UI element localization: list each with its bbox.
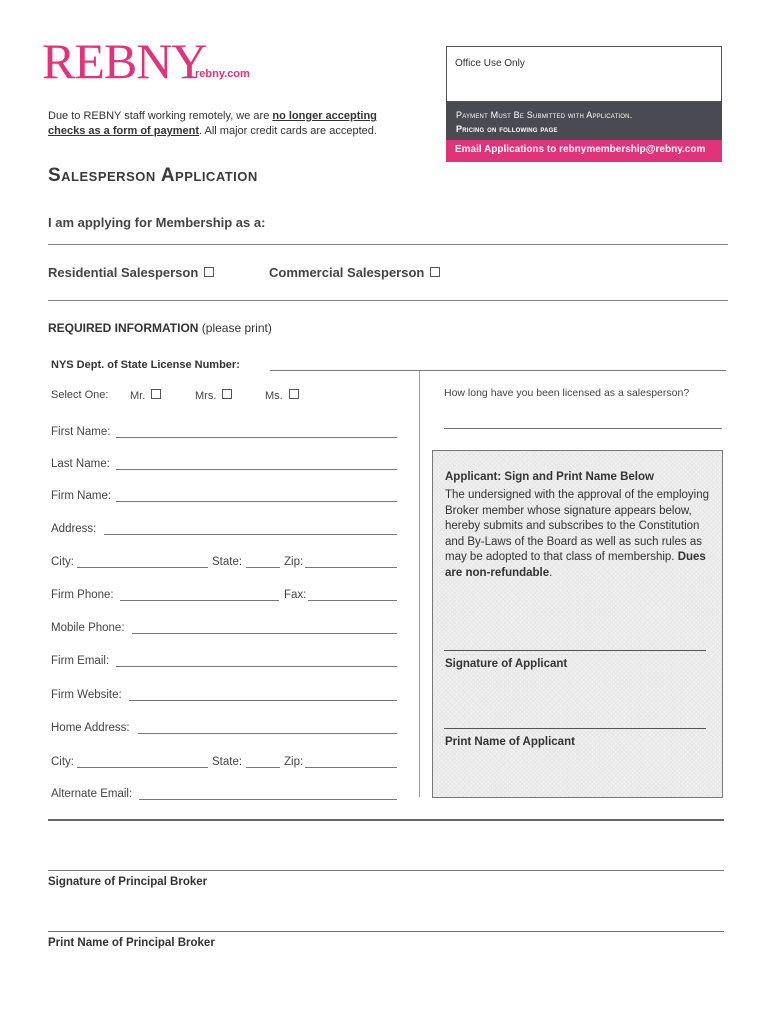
salutation-mr[interactable] [130, 389, 161, 402]
payment-band [446, 102, 722, 140]
residential-checkbox[interactable] [204, 267, 214, 277]
commercial-checkbox[interactable] [430, 267, 440, 277]
first-name-input[interactable] [116, 437, 397, 438]
fax-label: Fax: [284, 589, 307, 601]
firm-email-input[interactable] [116, 666, 397, 667]
divider [48, 244, 728, 245]
ms-label: Ms. [265, 390, 283, 402]
alt-email-label: Alternate Email: [51, 788, 133, 800]
option-commercial[interactable] [269, 265, 440, 280]
applicant-signature-label: Signature of Applicant [445, 658, 568, 670]
first-name-label: First Name: [51, 426, 111, 438]
firm-name-input[interactable] [116, 501, 397, 502]
option-commercial-label: Commercial Salesperson [269, 265, 425, 280]
ms-checkbox[interactable] [289, 389, 299, 399]
firm-website-label: Firm Website: [51, 689, 122, 701]
payment-line-1: Payment Must Be Submitted with Application. [456, 110, 633, 120]
home-address-label: Home Address: [51, 722, 130, 734]
state2-input[interactable] [246, 767, 280, 768]
mobile-phone-input[interactable] [132, 633, 397, 634]
payment-line-2: Pricing on following page [456, 124, 558, 134]
zip-input[interactable] [305, 567, 397, 568]
option-residential[interactable] [48, 265, 214, 280]
broker-print-input[interactable] [48, 931, 724, 932]
license-input[interactable] [270, 370, 726, 371]
required-note: (please print) [198, 321, 272, 335]
city2-input[interactable] [77, 767, 208, 768]
rebny-logo: REBNY [42, 33, 207, 89]
option-residential-label: Residential Salesperson [48, 265, 199, 280]
applicant-body-bold: Dues are non-refundable [445, 551, 706, 579]
fax-input[interactable] [308, 600, 397, 601]
required-bold: REQUIRED INFORMATION [48, 321, 199, 335]
last-name-input[interactable] [116, 469, 397, 470]
payment-notice [48, 109, 388, 139]
city2-label: City: [51, 756, 74, 768]
last-name-label: Last Name: [51, 458, 110, 470]
office-use-label: Office Use Only [455, 58, 525, 69]
howlong-input[interactable] [444, 428, 722, 429]
license-label: NYS Dept. of State License Number: [51, 359, 240, 371]
salutation-ms[interactable] [265, 389, 299, 402]
city-input[interactable] [77, 567, 208, 568]
mr-label: Mr. [130, 390, 146, 402]
bottom-divider [48, 819, 724, 821]
mrs-label: Mrs. [195, 390, 217, 402]
applicant-body: The undersigned with the approval of the employing Broker member whose signature appears below, hereby submits and subscribes to the Constitution and By-Laws of the Board as well as such rules as may be adopted to that class of membership. [445, 489, 710, 563]
firm-email-label: Firm Email: [51, 655, 110, 667]
applicant-statement [445, 488, 715, 581]
state-input[interactable] [246, 567, 280, 568]
applicant-body-end: . [549, 566, 553, 579]
alt-email-input[interactable] [139, 799, 397, 800]
salutation-mrs[interactable] [195, 389, 232, 402]
zip2-label: Zip: [284, 756, 304, 768]
applying-label: I am applying for Membership as a: [48, 215, 266, 230]
state2-label: State: [212, 756, 243, 768]
broker-signature-input[interactable] [48, 870, 724, 871]
column-divider [419, 371, 420, 797]
firm-website-input[interactable] [129, 700, 397, 701]
home-address-input[interactable] [138, 733, 397, 734]
zip-label: Zip: [284, 556, 304, 568]
city-label: City: [51, 556, 74, 568]
notice-post: . All major credit cards are accepted. [199, 125, 377, 137]
applicant-signature-input[interactable] [444, 650, 706, 651]
mr-checkbox[interactable] [151, 389, 161, 399]
page-title: Salesperson Application [48, 165, 258, 186]
divider [48, 300, 728, 301]
applicant-heading: Applicant: Sign and Print Name Below [445, 471, 654, 483]
firm-name-label: Firm Name: [51, 490, 112, 502]
zip2-input[interactable] [305, 767, 397, 768]
state-label: State: [212, 556, 243, 568]
firm-phone-label: Firm Phone: [51, 589, 114, 601]
office-use-box [446, 46, 722, 102]
broker-print-label: Print Name of Principal Broker [48, 937, 215, 949]
email-band: Email Applications to rebnymembership@rebny.com [446, 140, 722, 162]
mrs-checkbox[interactable] [222, 389, 232, 399]
mobile-phone-label: Mobile Phone: [51, 622, 125, 634]
firm-phone-input[interactable] [120, 600, 279, 601]
applicant-print-input[interactable] [444, 728, 706, 729]
select-one-label: Select One: [51, 389, 109, 401]
howlong-label: How long have you been licensed as a salesperson? [444, 387, 690, 399]
broker-signature-label: Signature of Principal Broker [48, 876, 208, 888]
address-input[interactable] [104, 534, 397, 535]
site-url: rebny.com [195, 68, 250, 80]
notice-pre: Due to REBNY staff working remotely, we are [48, 110, 273, 122]
required-info-heading [48, 321, 272, 335]
notice-emph: no longer accepting checks as a form of payment [48, 110, 377, 137]
address-label: Address: [51, 523, 97, 535]
applicant-print-label: Print Name of Applicant [445, 736, 575, 748]
